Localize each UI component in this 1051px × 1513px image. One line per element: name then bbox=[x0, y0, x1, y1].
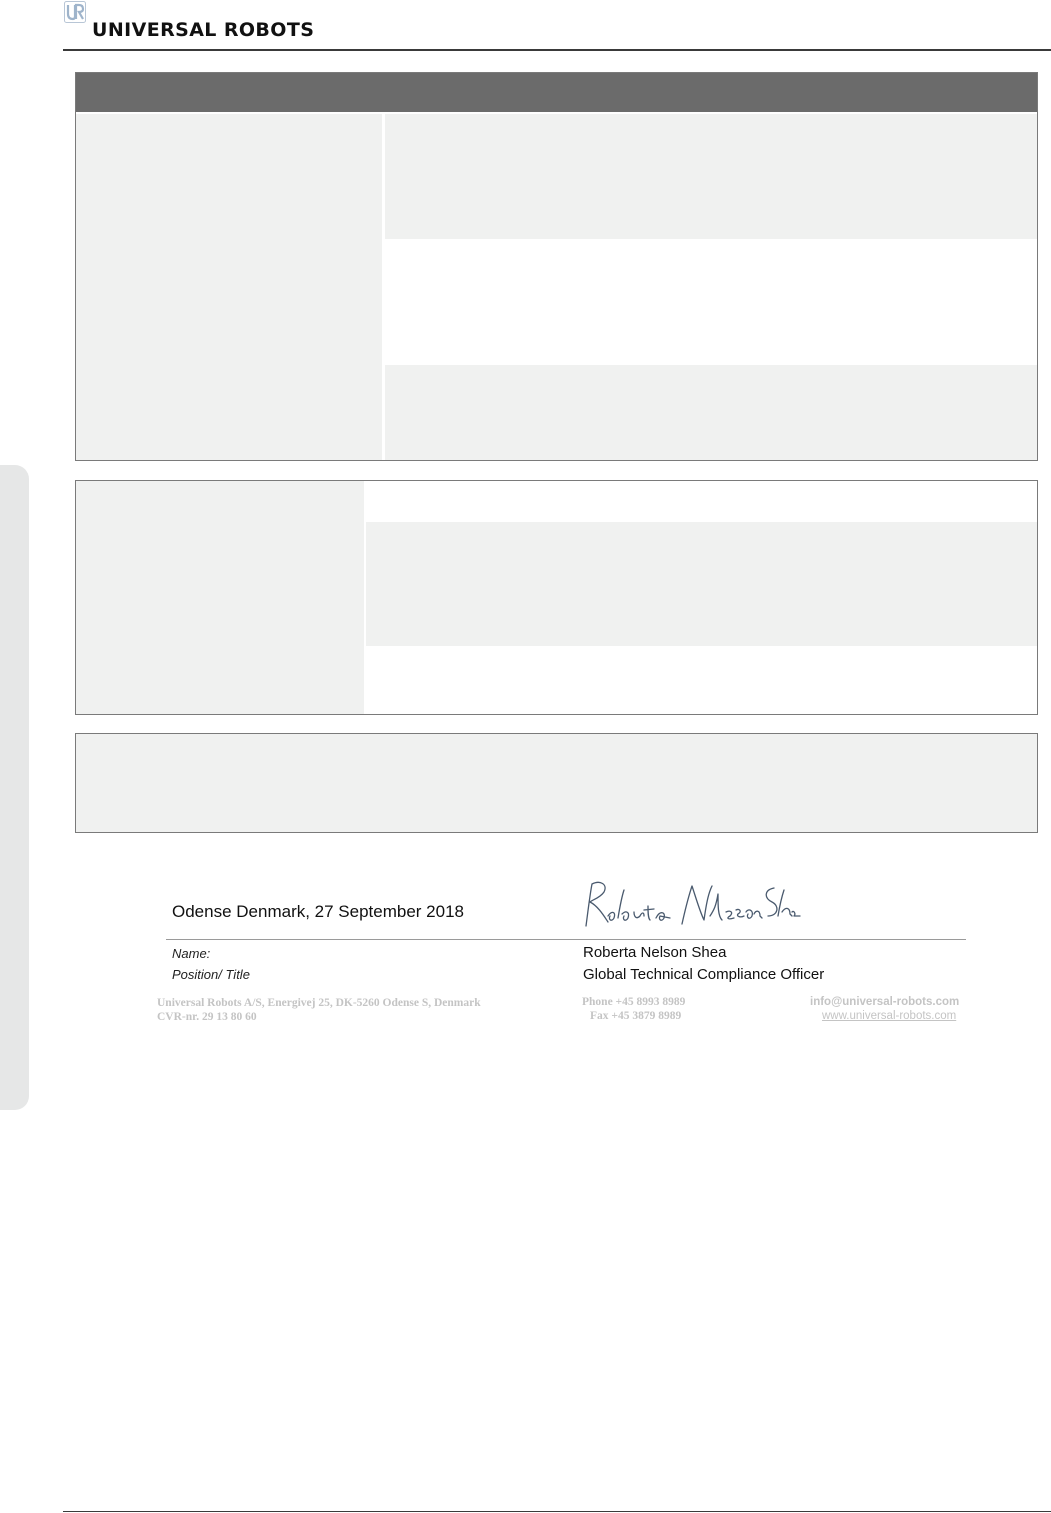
header-rule bbox=[63, 49, 1051, 51]
company-fax: Fax +45 3879 8989 bbox=[590, 1010, 682, 1022]
handwritten-signature bbox=[578, 876, 803, 932]
signatory-title: Global Technical Compliance Officer bbox=[583, 966, 825, 983]
signature-rule bbox=[166, 939, 966, 940]
signatory-name: Roberta Nelson Shea bbox=[583, 944, 727, 961]
table-row bbox=[385, 240, 1037, 364]
table-row bbox=[366, 522, 1037, 646]
name-label: Name: bbox=[172, 946, 211, 961]
table-row bbox=[366, 647, 1037, 714]
position-label: Position/ Title bbox=[172, 967, 250, 982]
company-website-link[interactable]: www.universal-robots.com bbox=[822, 1010, 957, 1022]
table-header-bar bbox=[76, 73, 1037, 112]
ur-logo-icon bbox=[64, 1, 86, 23]
declaration-table-1 bbox=[75, 72, 1038, 461]
table-row bbox=[366, 481, 1037, 521]
table-row bbox=[385, 114, 1037, 239]
declaration-table-2 bbox=[75, 480, 1038, 715]
declaration-note-box bbox=[75, 733, 1038, 833]
company-phone: Phone +45 8993 8989 bbox=[582, 996, 686, 1008]
table-label-cell bbox=[76, 481, 364, 714]
company-email: info@universal-robots.com bbox=[810, 996, 960, 1008]
footer-rule bbox=[63, 1511, 1051, 1512]
company-cvr: CVR-nr. 29 13 80 60 bbox=[157, 1011, 257, 1023]
table-row bbox=[385, 365, 1037, 460]
place-and-date: Odense Denmark, 27 September 2018 bbox=[172, 902, 465, 921]
company-address: Universal Robots A/S, Energivej 25, DK-5260 Odense S, Denmark bbox=[157, 997, 481, 1009]
brand-name: UNIVERSAL ROBOTS bbox=[92, 19, 315, 41]
table-label-cell bbox=[76, 114, 382, 460]
side-tab bbox=[0, 465, 29, 1110]
